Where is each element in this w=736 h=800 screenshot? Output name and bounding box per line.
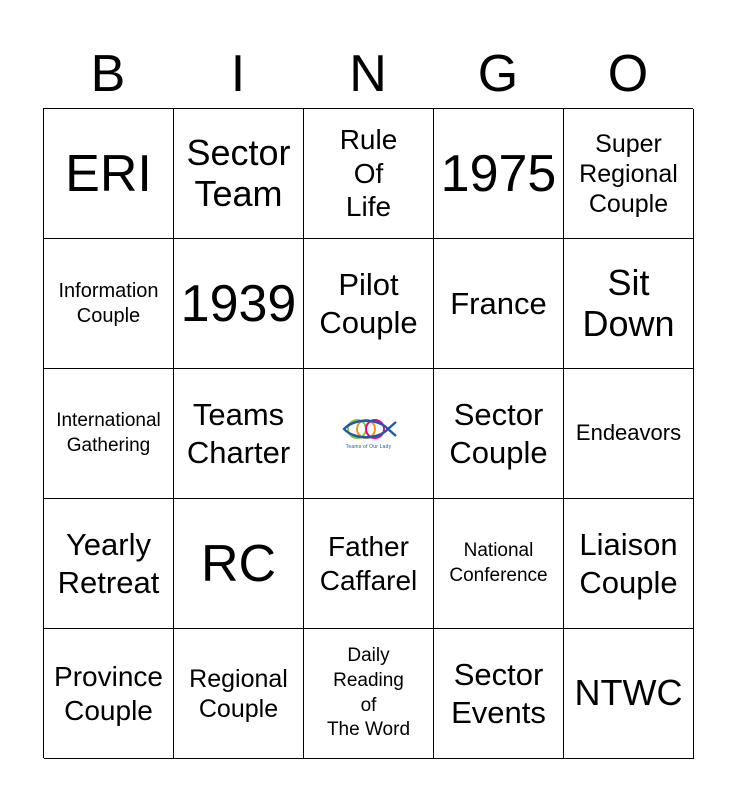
header-letter-n: N — [349, 45, 387, 103]
bingo-cell[interactable]: Regional Couple — [174, 629, 304, 759]
bingo-cell[interactable]: National Conference — [434, 499, 564, 629]
bingo-cell[interactable]: Sit Down — [564, 239, 694, 369]
bingo-cell[interactable]: Daily Reading of The Word — [304, 629, 434, 759]
bingo-cell[interactable]: Sector Couple — [434, 369, 564, 499]
bingo-cell[interactable]: 1939 — [174, 239, 304, 369]
bingo-grid — [43, 108, 693, 758]
bingo-cell[interactable]: Rule Of Life — [304, 109, 434, 239]
header-letter-g: G — [477, 45, 519, 103]
bingo-cell[interactable]: NTWC — [564, 629, 694, 759]
teams-of-our-lady-logo-icon — [338, 416, 400, 444]
bingo-cell[interactable]: International Gathering — [44, 369, 174, 499]
bingo-cell[interactable]: France — [434, 239, 564, 369]
bingo-cell[interactable]: Endeavors — [564, 369, 694, 499]
bingo-cell[interactable]: Father Caffarel — [304, 499, 434, 629]
bingo-cell[interactable]: Sector Events — [434, 629, 564, 759]
bingo-cell[interactable]: Yearly Retreat — [44, 499, 174, 629]
bingo-cell[interactable]: Super Regional Couple — [564, 109, 694, 239]
logo-caption: Teams of Our Lady — [345, 444, 392, 451]
header-letter-i: I — [230, 45, 246, 103]
free-space-cell[interactable] — [304, 369, 434, 499]
bingo-cell[interactable]: Pilot Couple — [304, 239, 434, 369]
header-letter-b: B — [90, 45, 126, 103]
header-letter-o: O — [607, 45, 649, 103]
bingo-cell[interactable]: RC — [174, 499, 304, 629]
bingo-cell[interactable]: Information Couple — [44, 239, 174, 369]
bingo-cell[interactable]: Province Couple — [44, 629, 174, 759]
bingo-cell[interactable]: ERI — [44, 109, 174, 239]
bingo-cell[interactable]: Teams Charter — [174, 369, 304, 499]
bingo-cell[interactable]: Liaison Couple — [564, 499, 694, 629]
bingo-cell[interactable]: 1975 — [434, 109, 564, 239]
bingo-cell[interactable]: Sector Team — [174, 109, 304, 239]
bingo-header — [43, 40, 693, 108]
